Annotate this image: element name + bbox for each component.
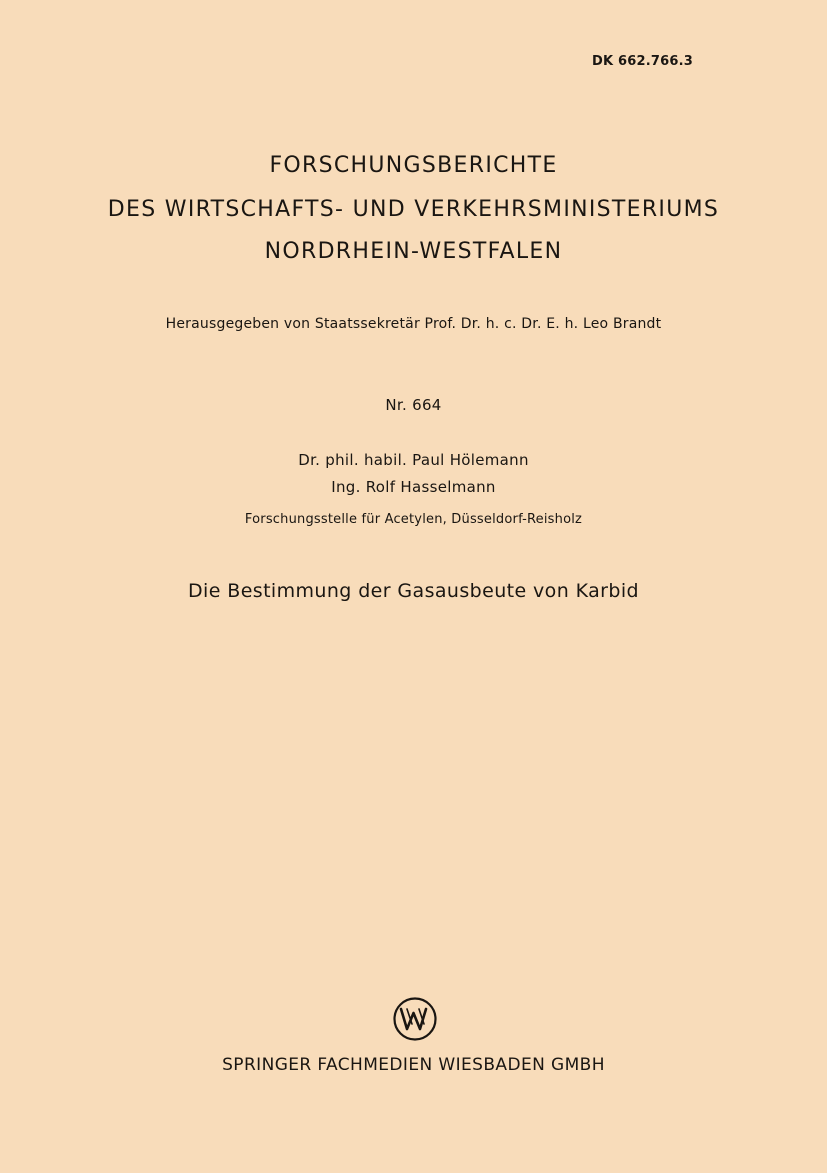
publisher-name: SPRINGER FACHMEDIEN WIESBADEN GMBH — [222, 1055, 605, 1075]
springer-w-logo-icon — [392, 996, 438, 1042]
author-1: Dr. phil. habil. Paul Hölemann — [298, 451, 529, 469]
series-title-line-3: NORDRHEIN-WESTFALEN — [264, 239, 563, 264]
author-2: Ing. Rolf Hasselmann — [331, 478, 496, 496]
issue-number: Nr. 664 — [385, 396, 442, 414]
institution: Forschungsstelle für Acetylen, Düsseldorf-Reisholz — [244, 512, 583, 527]
book-title: Die Bestimmung der Gasausbeute von Karbid — [188, 580, 639, 602]
classification-number: DK 662.766.3 — [592, 54, 693, 69]
editor-credit: Herausgegeben von Staatssekretär Prof. Dr. h. c. Dr. E. h. Leo Brandt — [165, 316, 662, 332]
series-title-line-2: DES WIRTSCHAFTS- UND VERKEHRSMINISTERIUMS — [107, 197, 720, 222]
series-title-line-1: FORSCHUNGSBERICHTE — [269, 153, 558, 178]
